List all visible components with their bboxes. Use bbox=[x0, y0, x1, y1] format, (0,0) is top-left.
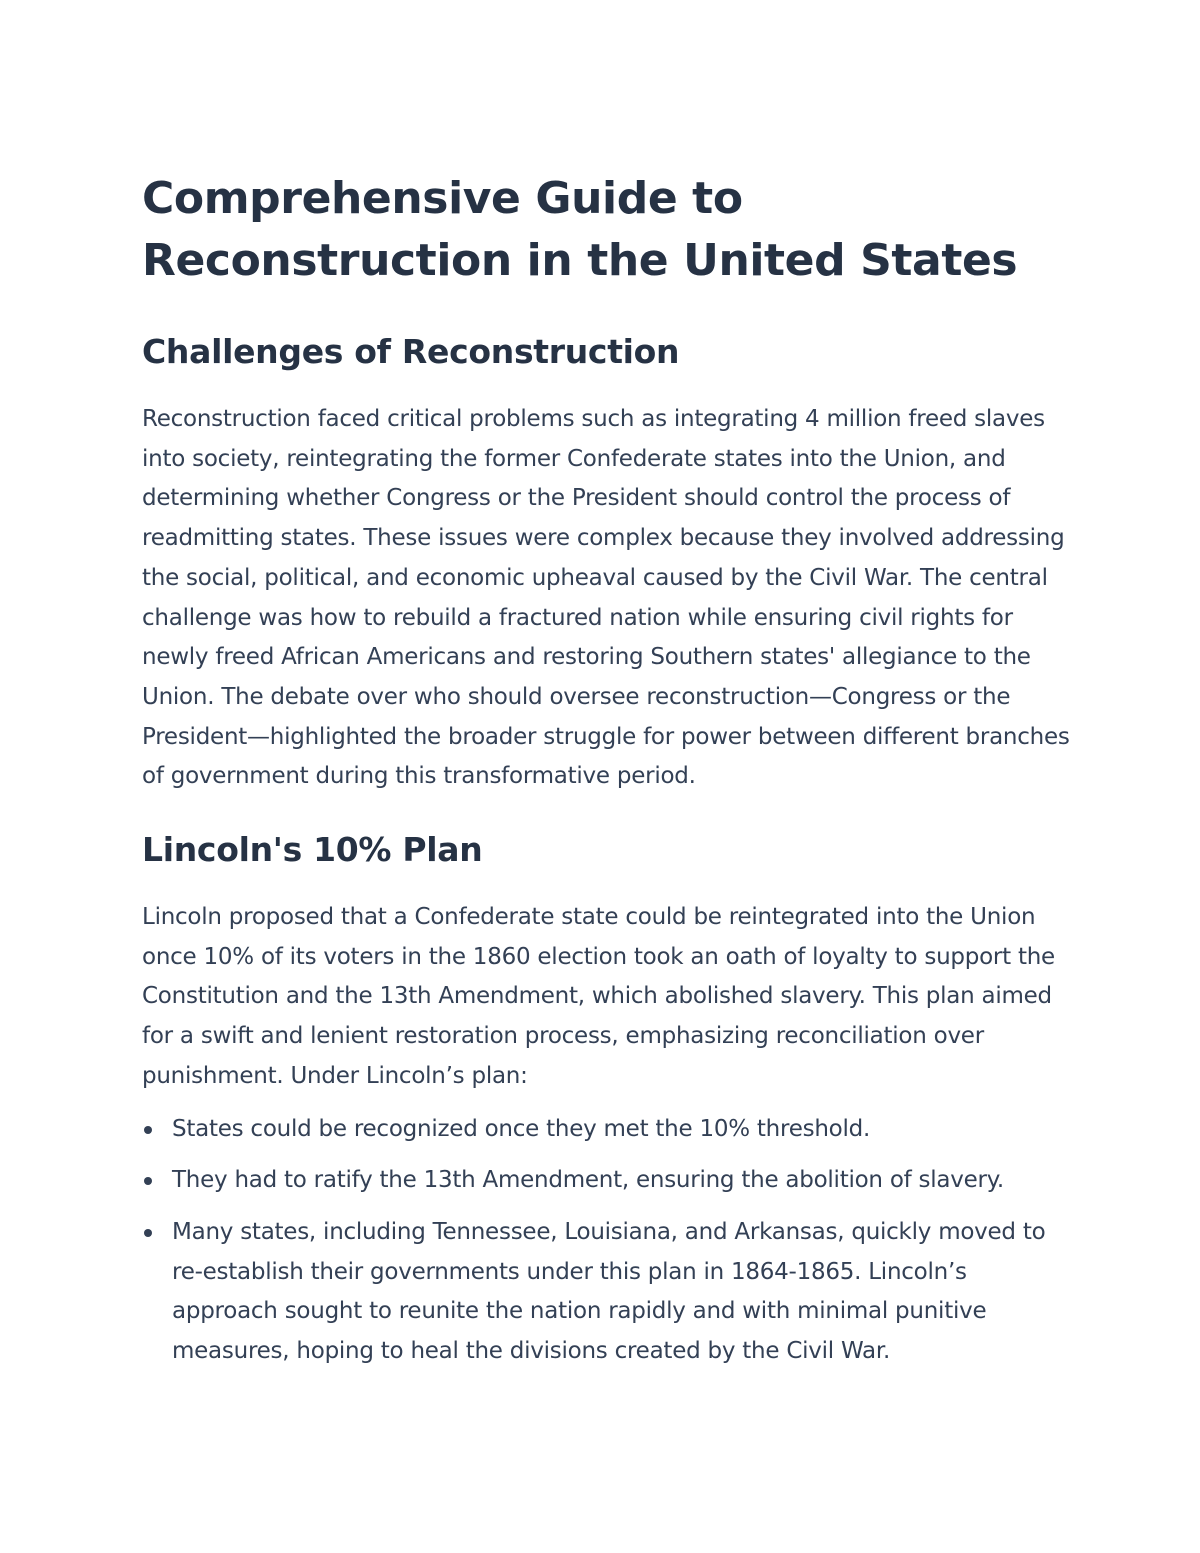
section-heading-challenges: Challenges of Reconstruction bbox=[142, 332, 680, 371]
bullet-icon bbox=[144, 1229, 152, 1237]
lincoln-plan-bullet-list bbox=[142, 1110, 1072, 1372]
list-item-text: They had to ratify the 13th Amendment, ensuring the abolition of slavery. bbox=[172, 1167, 1004, 1194]
document-page bbox=[142, 168, 1072, 1384]
list-item-text: States could be recognized once they met the 10% threshold. bbox=[172, 1115, 871, 1142]
list-item bbox=[142, 1110, 1072, 1150]
list-item bbox=[142, 1161, 1072, 1201]
section-paragraph-challenges: Reconstruction faced critical problems such as integrating 4 million freed slaves into society, reintegrating the former Confederate states into the Union, and determining whether Congress or the President should control the process of readmitting states. These issues were complex because they involved addressing the social, political, and economic upheaval caused by the Civil War. The central challenge was how to rebuild a fractured nation while ensuring civil rights for newly freed African Americans and restoring Southern states' allegiance to the Union. The debate over who should oversee reconstruction—Congress or the President—highlighted the broader struggle for power between different branches of government during this transformative period. bbox=[142, 406, 1070, 790]
list-item-text: Many states, including Tennessee, Louisiana, and Arkansas, quickly moved to re-establish their governments under this plan in 1864-1865. Lincoln’s approach sought to reunite the nation rapidly and with minimal punitive measures, hoping to heal the divisions created by the Civil War. bbox=[172, 1218, 1046, 1365]
section-heading-lincoln-plan: Lincoln's 10% Plan bbox=[142, 830, 483, 870]
bullet-icon bbox=[144, 1177, 152, 1185]
bullet-icon bbox=[144, 1126, 152, 1134]
list-item bbox=[142, 1213, 1072, 1372]
section-paragraph-lincoln-plan: Lincoln proposed that a Confederate state could be reintegrated into the Union once 10% of its voters in the 1860 election took an oath of loyalty to support the Constitution and the 13th Amendment, which abolished slavery. This plan aimed for a swift and lenient restoration process, emphasizing reconciliation over punishment. Under Lincoln’s plan: bbox=[142, 904, 1055, 1089]
document-title: Comprehensive Guide to Reconstruction in the United States bbox=[142, 173, 1018, 286]
